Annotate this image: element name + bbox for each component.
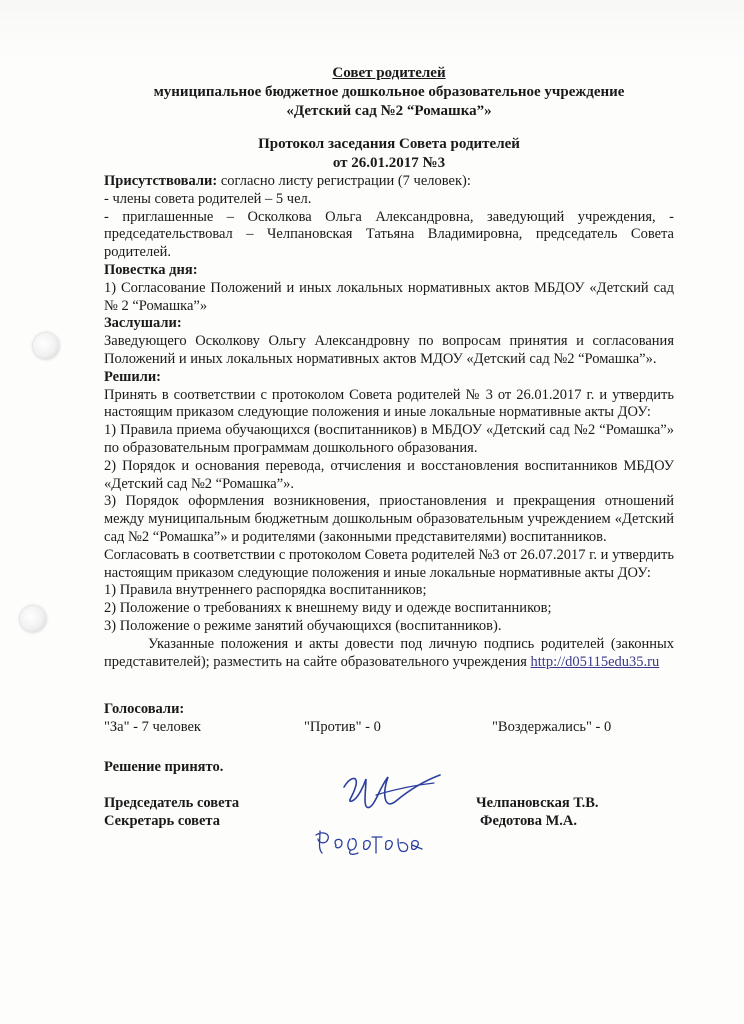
org-name: «Детский сад №2 “Ромашка”» [286,103,492,119]
heard-label: Заслушали: [104,315,182,332]
attendance-invited: - приглашенные – Осколкова Ольга Александровна, заведующий учреждения, - председательствовал – Челпановская Татьяна Владимировна, председатель Совета родителей. [104,208,674,261]
org-type: муниципальное бюджетное дошкольное образовательное учреждение [153,84,625,100]
decided-intro-2: Согласовать в соответствии с протоколом Совета родителей №3 от 26.07.2017 г. и утвердить настоящим приказом следующие положения и иные локальные нормативные акты ДОУ: [104,546,674,581]
secretary-label: Секретарь совета [104,812,220,829]
agenda-item-1: 1) Согласование Положений и иных локальных нормативных актов МБДОУ «Детский сад № 2 “Ромашка”» [104,279,674,314]
vote-against: "Против" - 0 [304,719,381,736]
punch-hole-bottom [20,606,46,632]
vote-for: "За" - 7 человек [104,719,201,736]
decided-label: Решили: [104,368,162,385]
document-body [104,64,674,855]
voting-results [104,719,674,737]
attendance-label: Присутствовали: [104,173,218,189]
vote-abstain: "Воздержались" - 0 [492,719,612,736]
chair-signature-drawing [336,767,446,827]
punch-hole-top [33,333,59,359]
decided-closing [104,636,674,672]
voting-label: Голосовали: [104,701,185,718]
agenda-label: Повестка дня: [104,261,198,278]
protocol-date: от 26.01.2017 №3 [332,155,446,171]
protocol-title-block [104,135,674,173]
attendance-text: согласно листу регистрации (7 человек): [217,173,471,189]
signature-labels [104,795,239,831]
decided-item: 3) Порядок оформления возникновения, приостановления и прекращения отношений между муниципальным бюджетным дошкольным образовательным учреждением «Детский сад №2 “Ромашка”» и родителями (законными представителями) воспитанников. [104,493,674,545]
decided-intro-1: Принять в соответствии с протоколом Совета родителей № 3 от 26.01.2017 г. и утвердить настоящим приказом следующие положения и иные локальные нормативные акты ДОУ: [104,386,674,421]
decided-item: 2) Положение о требованиях к внешнему виду и одежде воспитанников; [104,600,552,617]
decided-item: 3) Положение о режиме занятий обучающихся (воспитанников). [104,617,502,634]
decided-item: 1) Правила приема обучающихся (воспитанников) в МБДОУ «Детский сад №2 “Ромашка”» по образовательным программам дошкольного образования. [104,422,674,456]
heard-text: Заведующего Осколкову Ольгу Александровну по вопросам принятия и согласования Положений и иных локальных нормативных актов МДОУ «Детский сад №2 “Ромашка”». [104,333,674,367]
decision-adopted: Решение принято. [104,758,224,775]
signature-block [104,795,674,855]
attendance-line [104,173,674,191]
closing-text: Указанные положения и акты довести под личную подпись родителей (законных представителей); разместить на сайте образовательного учреждения [104,635,674,670]
chair-name: Челпановская Т.В. [476,794,599,811]
website-link[interactable]: http://d05115edu35.ru [530,653,660,670]
spacer [104,737,674,759]
decided-item: 2) Порядок и основания перевода, отчисления и восстановления воспитанников МБДОУ «Детский сад №2 “Ромашка”». [104,457,674,492]
org-title: Совет родителей [332,65,446,81]
secretary-signature-drawing [314,823,426,859]
secretary-name: Федотова М.А. [480,812,578,829]
scan-smudge [0,0,744,60]
document-header [104,64,674,121]
spacer [104,671,674,701]
protocol-title: Протокол заседания Совета родителей [258,136,520,152]
signature-names [476,795,599,831]
chair-label: Председатель совета [104,794,240,811]
decided-item: 1) Правила внутреннего распорядка воспитанников; [104,582,427,599]
attendance-members: - члены совета родителей – 5 чел. [104,190,312,207]
